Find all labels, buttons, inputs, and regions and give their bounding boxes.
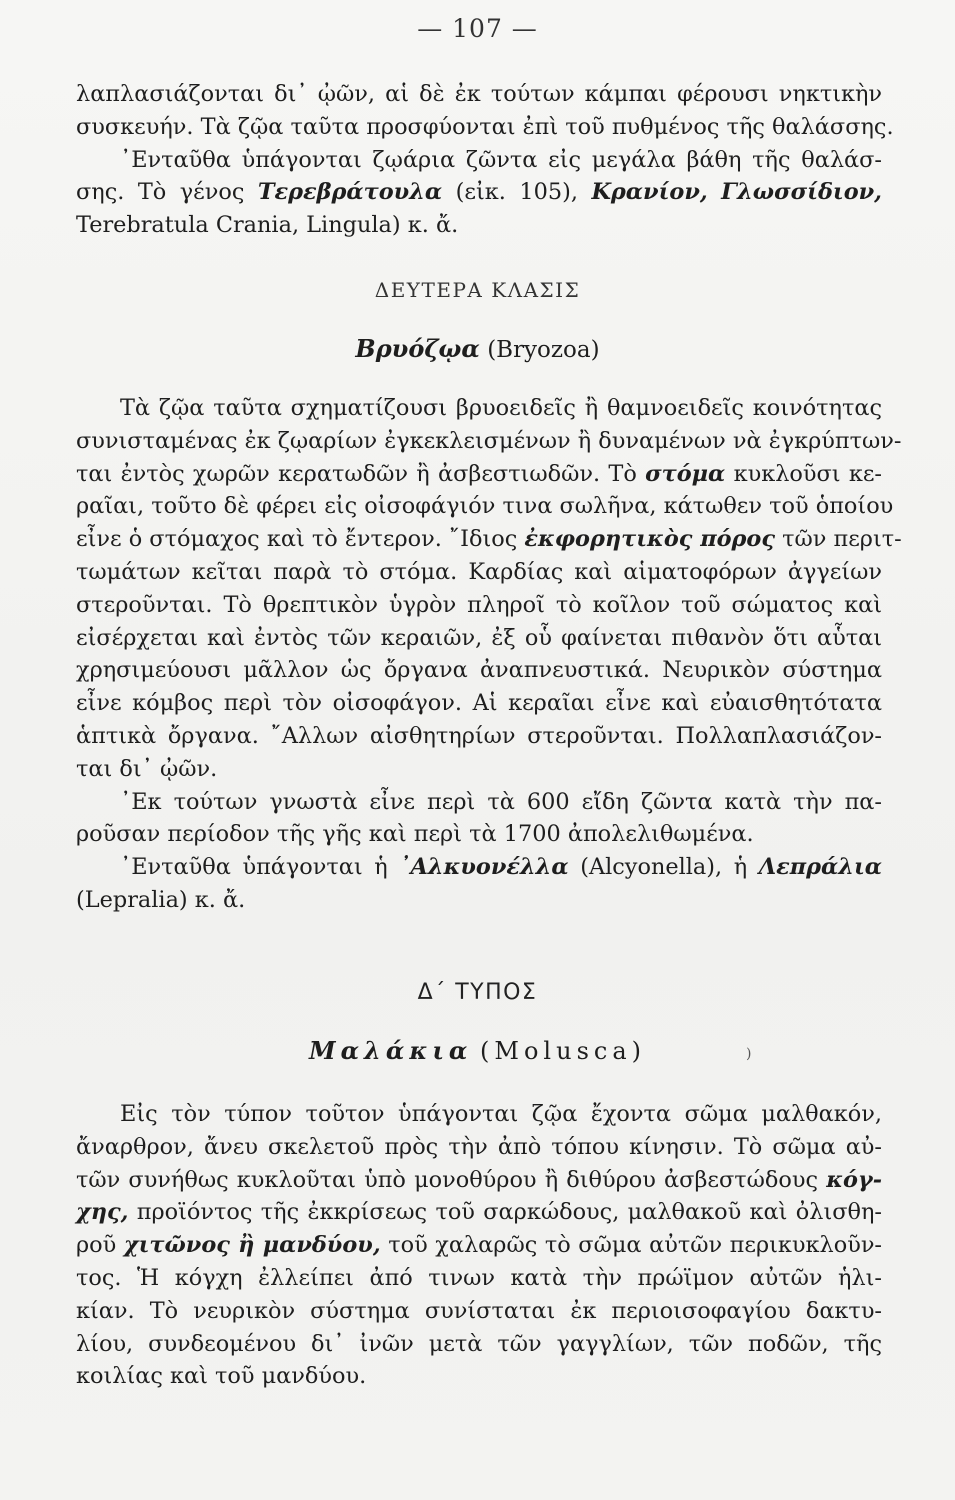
text-line: Εἰς τὸν τύπον τοῦτον ὑπάγονται ζῷα ἔχοντα σῶμα μαλθακόν,: [120, 1101, 882, 1127]
text-line: χρησιμεύουσι μᾶλλον ὡς ὄργανα ἀναπνευστικά. Νευρικὸν σύστημα: [76, 657, 882, 684]
text-line: λαπλασιάζονται δι᾿ ᾠῶν, αἱ δὲ ἐκ τούτων κάμπαι φέρουσι νηκτικὴν: [76, 81, 882, 107]
text-line: συνισταμένας ἐκ ζῳαρίων ἐγκεκλεισμένων ἢ δυναμένων νὰ ἐγκρύπτων-: [76, 427, 902, 454]
mollusca-heading: [0, 1036, 955, 1065]
text-line: χης, προϊόντος τῆς ἐκκρίσεως τοῦ σαρκώδους, μαλθακοῦ καὶ ὀλισθη-: [76, 1199, 882, 1226]
page-number: — 107 —: [417, 14, 538, 43]
text-line: ᾿Ενταῦθα ὑπάγονται ἡ ᾿Αλκυονέλλα (Alcyonella), ἡ Λεπράλια: [120, 854, 883, 881]
brachiopoda-paragraph: [76, 78, 894, 242]
text-line: ᾿Ενταῦθα ὑπάγονται ζῳάρια ζῶντα εἰς μεγάλα βάθη τῆς θαλάσ-: [120, 146, 882, 173]
bryozoa-name: Βρυόζῳα: [355, 334, 480, 363]
text-line: Terebratula Crania, Lingula) κ. ἄ.: [76, 212, 459, 239]
text-line: Τὰ ζῷα ταῦτα σχηματίζουσι βρυοειδεῖς ἢ θαμνοειδεῖς κοινότητας: [120, 395, 882, 421]
text-line: ἁπτικὰ ὄργανα. ῎Αλλων αἰσθητηρίων στεροῦνται. Πολλαπλασιάζον-: [76, 722, 882, 749]
text-line: ραῖαι, τοῦτο δὲ φέρει εἰς οἰσοφάγιόν τινα σωλῆνα, κάτωθεν τοῦ ὁποίου: [76, 493, 894, 520]
text-line: τος. Ἡ κόγχη ἐλλείπει ἀπό τινων κατὰ τὴν πρώϊμον αὐτῶν ἡλι-: [76, 1264, 882, 1291]
type-heading: Δ΄ ΤΥΠΟΣ: [417, 980, 538, 1005]
mollusca-latin: (Molusca): [480, 1037, 646, 1065]
text-line: ᾿Εκ τούτων γνωστὰ εἶνε περὶ τὰ 600 εἴδη ζῶντα κατὰ τὴν πα-: [120, 788, 882, 815]
text-line: ροῦσαν περίοδον τῆς γῆς καὶ περὶ τὰ 1700 ἀπολελιθωμένα.: [76, 821, 754, 848]
text-line: εἰσέρχεται καὶ ἐντὸς τῶν κεραιῶν, ἐξ οὗ φαίνεται πιθανὸν ὅτι αὗται: [76, 624, 882, 651]
text-line: στεροῦνται. Τὸ θρεπτικὸν ὑγρὸν πληροῖ τὸ κοῖλον τοῦ σώματος καὶ: [76, 591, 882, 618]
text-line: συσκευήν. Τὰ ζῷα ταῦτα προσφύονται ἐπὶ τοῦ πυθμένος τῆς θαλάσσης.: [76, 113, 894, 140]
mollusca-name: Μαλάκια: [309, 1036, 473, 1065]
bryozoa-latin: (Bryozoa): [487, 337, 600, 363]
class-heading: ΔΕΥΤΕΡΑ ΚΛΑΣΙΣ: [374, 278, 581, 302]
text-line: λίου, συνδεομένου δι᾿ ἰνῶν μετὰ τῶν γαγγλίων, τῶν ποδῶν, τῆς: [76, 1330, 882, 1357]
text-line: ται ἐντὸς χωρῶν κερατωδῶν ἢ ἀσβεστιωδῶν. Τὸ στόμα κυκλοῦσι κε-: [76, 460, 883, 487]
text-line: τῶν συνήθως κυκλοῦται ὑπὸ μονοθύρου ἢ διθύρου ἀσβεστώδους κόγ-: [76, 1166, 882, 1193]
text-line: ται δι᾿ ᾠῶν.: [76, 755, 218, 782]
text-line: σης. Τὸ γένος Τερεβράτουλα (εἰκ. 105), Κρανίον, Γλωσσίδιον,: [76, 179, 882, 206]
text-line: εἶνε κόμβος περὶ τὸν οἰσοφάγον. Αἱ κεραῖαι εἶνε καὶ εὐαισθητότατα: [76, 690, 882, 717]
genus-crania: Κρανίον,: [591, 179, 708, 206]
text-line: ἄναρθρον, ἄνευ σκελετοῦ πρὸς τὴν ἀπὸ τόπου κίνησιν. Τὸ σῶμα αὐ-: [76, 1133, 882, 1160]
text-line: κοιλίας καὶ τοῦ μανδύου.: [76, 1363, 367, 1390]
text-line: ροῦ χιτῶνος ἢ μανδύου, τοῦ χαλαρῶς τὸ σῶμα αὐτῶν περικυκλοῦν-: [76, 1232, 882, 1259]
text-line: (Lepralia) κ. ἄ.: [76, 886, 246, 913]
text-line: εἶνε ὁ στόμαχος καὶ τὸ ἔντερον. ῎Ιδιος ἐκφορητικὸς πόρος τῶν περιτ-: [76, 526, 902, 553]
genus-lingula: Γλωσσίδιον,: [721, 179, 882, 206]
bryozoa-paragraph: [76, 392, 902, 917]
stray-mark: ): [746, 1046, 752, 1062]
bryozoa-heading: [0, 334, 955, 363]
genus-terebratula: Τερεβράτουλα: [257, 179, 443, 206]
text-line: τωμάτων κεῖται παρὰ τὸ στόμα. Καρδίας καὶ αἱματοφόρων ἀγγείων: [76, 558, 882, 585]
mollusca-paragraph: [76, 1098, 882, 1393]
text-line: κίαν. Τὸ νευρικὸν σύστημα συνίσταται ἐκ περιοισοφαγίου δακτυ-: [76, 1297, 882, 1324]
